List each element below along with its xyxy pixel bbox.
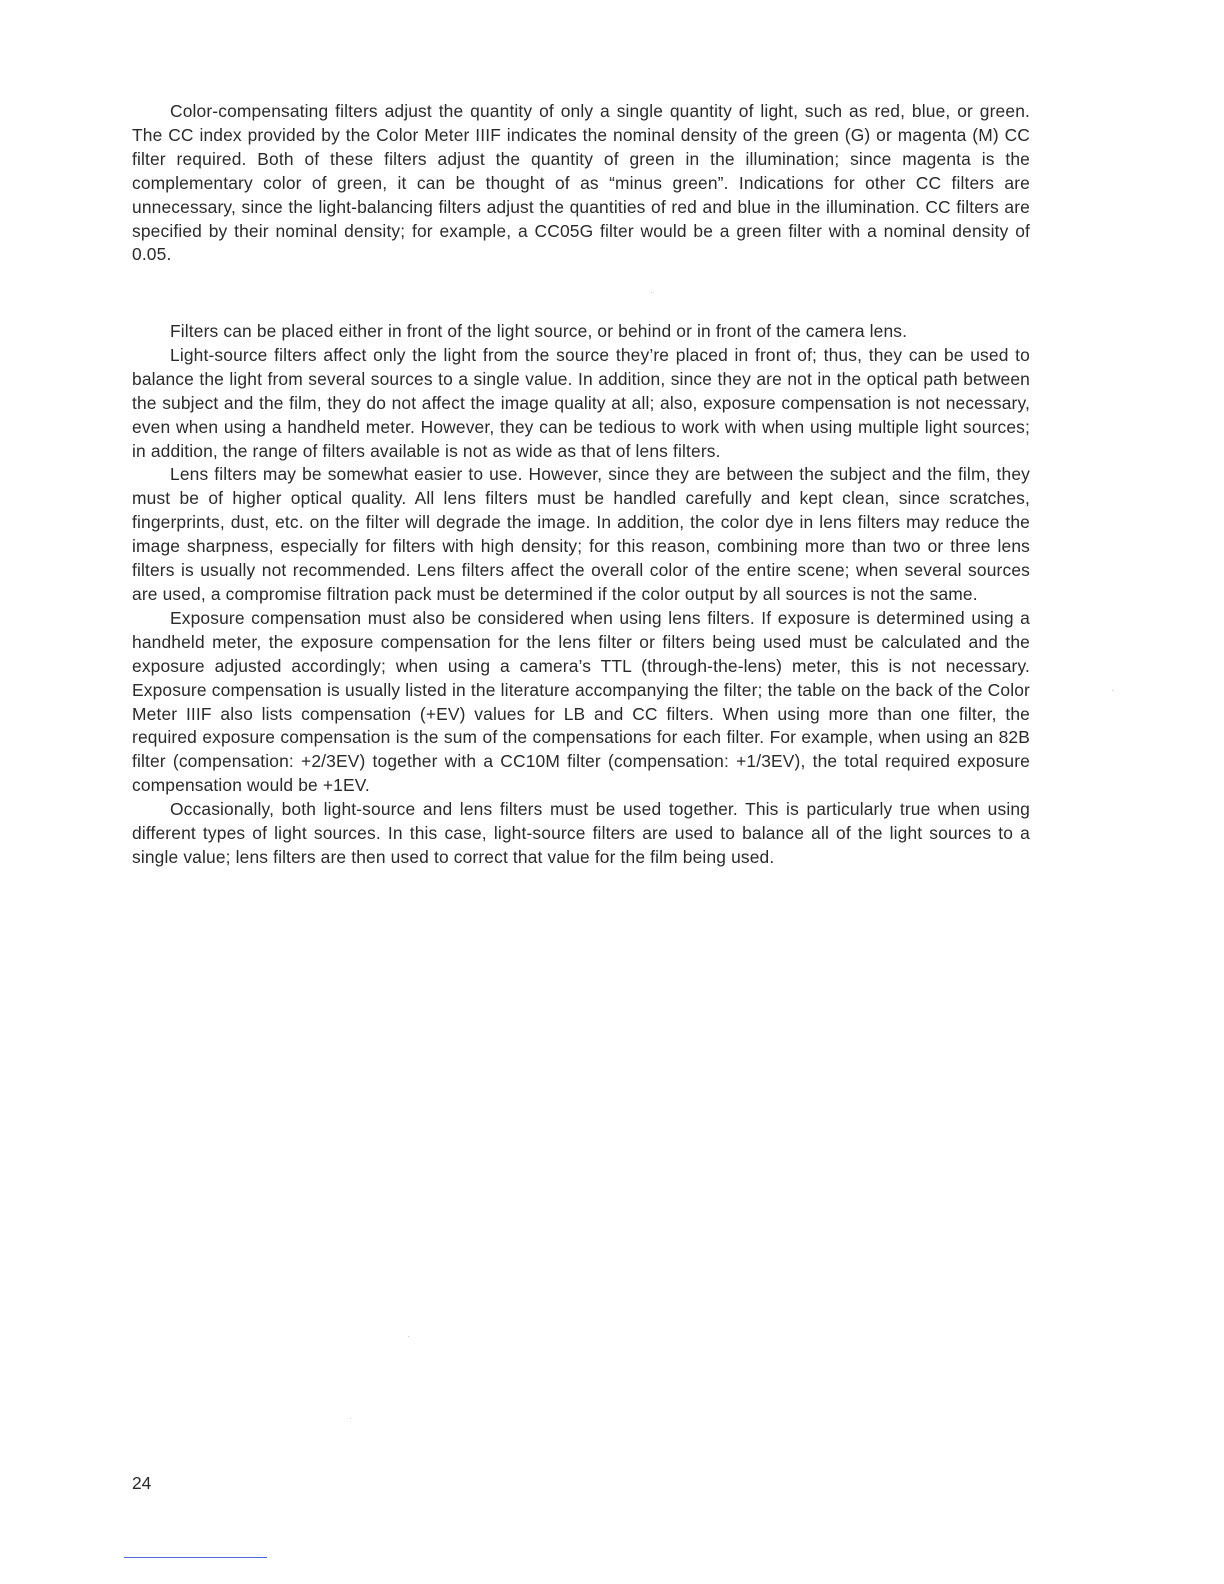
paragraph-filter-placement: Filters can be placed either in front of the light source, or behind or in front of the camera lens. <box>170 321 908 341</box>
paragraph-light-source-filters: Light-source filters affect only the light from the source they’re placed in front of; thus, they can be used to balance the light from several sources to a single value. In addition, since they are not in the optical path between the subject and the film, they do not affect the image quality at all; also, exposure compensation is not necessary, even when using a handheld meter. However, they can be tedious to work with when using multiple light sources; in addition, the range of filters available is not as wide as that of lens filters. <box>132 344 1030 461</box>
paragraph-cc-filters: Color-compensating filters adjust the quantity of only a single quantity of light, such as red, blue, or green. The CC index provided by the Color Meter IIIF indicates the nominal density of the green (G) or magenta (M) CC filter required. Both of these filters adjust the quantity of green in the illumination; since magenta is the complementary color of green, it can be thought of as “minus green”. Indications for other CC filters are unnecessary, since the light-balancing filters adjust the quantities of red and blue in the illumination. CC filters are specified by their nominal density; for example, a CC05G filter would be a green filter with a nominal density of 0.05. <box>132 101 1030 265</box>
filter-placement-section <box>132 320 1030 870</box>
paragraph-lens-filters: Lens filters may be somewhat easier to use. However, since they are between the subject and the film, they must be of higher optical quality. All lens filters must be handled carefully and kept clean, since scratches, fingerprints, dust, etc. on the filter will degrade the image. In addition, the color dye in lens filters may reduce the image sharpness, especially for filters with high density; for this reason, combining more than two or three lens filters is usually not recommended. Lens filters affect the overall color of the entire scene; when several sources are used, a compromise filtration pack must be determined if the color output by all sources is not the same. <box>132 464 1030 604</box>
paragraph-combined-filters: Occasionally, both light-source and lens filters must be used together. This is particularly true when using different types of light sources. In this case, light-source filters are used to balance all of the light sources to a single value; lens filters are then used to correct that value for the film being used. <box>132 799 1030 867</box>
footer-rule <box>124 1557 267 1558</box>
scan-speck <box>408 1336 409 1337</box>
cc-filters-section <box>132 100 1030 267</box>
paragraph-exposure-compensation: Exposure compensation must also be considered when using lens filters. If exposure is determined using a handheld meter, the exposure compensation for the lens filter or filters being used must be calculated and the exposure adjusted accordingly; when using a camera’s TTL (through-the-lens) meter, this is not necessary. Exposure compensation is usually listed in the literature accompanying the filter; the table on the back of the Color Meter IIIF also lists compensation (+EV) values for LB and CC filters. When using more than one filter, the required exposure compensation is the sum of the compensations for each filter. For example, when using an 82B filter (compensation: +2/3EV) together with a CC10M filter (compensation: +1/3EV), the total required exposure compensation would be +1EV. <box>132 607 1030 796</box>
scan-speck <box>651 292 652 293</box>
scan-speck <box>1112 690 1113 691</box>
scan-speck <box>350 1418 351 1419</box>
page-number: 24 <box>132 1473 152 1493</box>
